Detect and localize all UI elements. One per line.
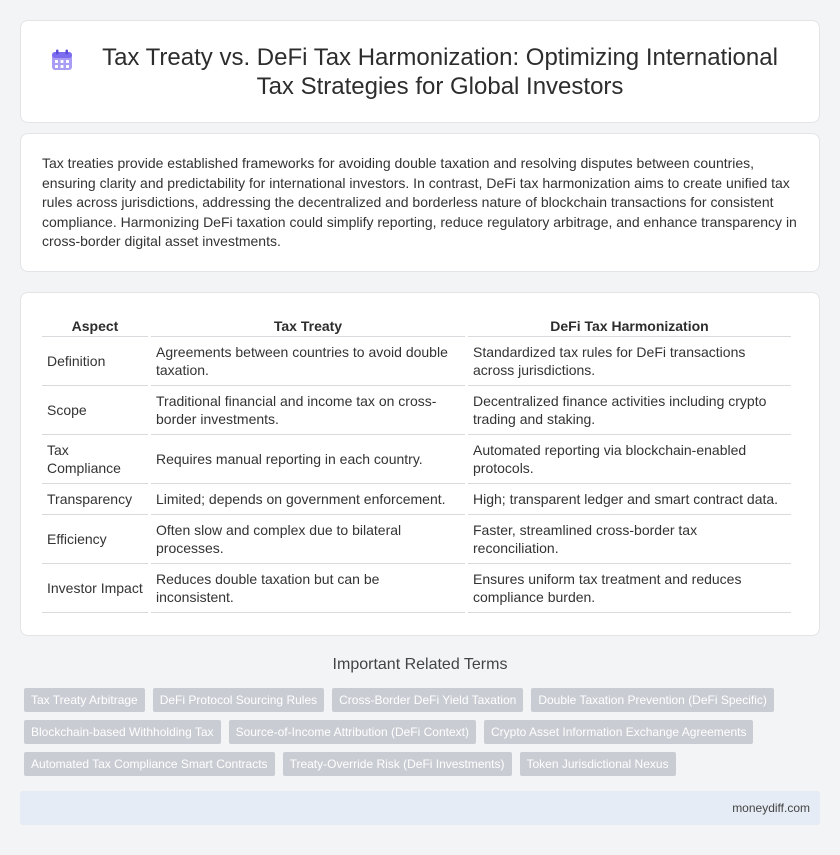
footer-brand[interactable]: moneydiff.com — [732, 801, 810, 815]
table-row — [42, 337, 791, 386]
tag-row — [24, 752, 824, 776]
table-row — [42, 515, 791, 564]
term-tag[interactable]: Tax Treaty Arbitrage — [24, 688, 145, 712]
intro-paragraph: Tax treaties provide established frameworks for avoiding double taxation and resolving disputes between countries, ensuring clarity and predictability for international investors. In contrast, DeFi tax harmonization aims to create unified tax rules across jurisdictions, addressing the decentralized and borderless nature of blockchain transactions for consistent compliance. Harmonizing DeFi taxation could simplify reporting, reduce regulatory arbitrage, and enhance transparency in cross-border digital asset investments. — [42, 155, 797, 249]
header-defi-harmonization: DeFi Tax Harmonization — [468, 311, 791, 337]
row-aspect: Tax Compliance — [42, 435, 148, 484]
header-aspect: Aspect — [42, 311, 148, 337]
term-tag[interactable]: DeFi Protocol Sourcing Rules — [153, 688, 324, 712]
table-row — [42, 564, 791, 613]
tag-row — [24, 720, 824, 744]
row-defi: Standardized tax rules for DeFi transactions across jurisdictions. — [468, 337, 791, 386]
comparison-table — [39, 311, 794, 613]
term-tag[interactable]: Treaty-Override Risk (DeFi Investments) — [283, 752, 512, 776]
row-defi: Decentralized finance activities including crypto trading and staking. — [468, 386, 791, 435]
row-aspect: Scope — [42, 386, 148, 435]
row-defi: Automated reporting via blockchain-enabled protocols. — [468, 435, 791, 484]
footer — [20, 791, 820, 825]
related-terms-tags — [24, 688, 824, 784]
term-tag[interactable]: Automated Tax Compliance Smart Contracts — [24, 752, 275, 776]
term-tag[interactable]: Token Jurisdictional Nexus — [520, 752, 676, 776]
calendar-icon — [50, 48, 74, 72]
page-title: Tax Treaty vs. DeFi Tax Harmonization: Optimizing International Tax Strategies for Global Investors — [102, 43, 778, 100]
term-tag[interactable]: Source-of-Income Attribution (DeFi Context) — [229, 720, 476, 744]
comparison-table-card — [20, 292, 820, 636]
intro-card — [20, 133, 820, 272]
table-row — [42, 435, 791, 484]
row-tax-treaty: Traditional financial and income tax on cross-border investments. — [151, 386, 465, 435]
row-aspect: Efficiency — [42, 515, 148, 564]
row-tax-treaty: Requires manual reporting in each country. — [151, 435, 465, 484]
row-aspect: Definition — [42, 337, 148, 386]
row-defi: Faster, streamlined cross-border tax reconciliation. — [468, 515, 791, 564]
related-terms-heading: Important Related Terms — [332, 656, 508, 673]
term-tag[interactable]: Cross-Border DeFi Yield Taxation — [332, 688, 523, 712]
row-defi: High; transparent ledger and smart contract data. — [468, 484, 791, 515]
row-tax-treaty: Agreements between countries to avoid double taxation. — [151, 337, 465, 386]
title-wrap — [40, 43, 800, 101]
row-defi: Ensures uniform tax treatment and reduces compliance burden. — [468, 564, 791, 613]
row-tax-treaty: Reduces double taxation but can be inconsistent. — [151, 564, 465, 613]
term-tag[interactable]: Blockchain-based Withholding Tax — [24, 720, 221, 744]
table-row — [42, 484, 791, 515]
row-tax-treaty: Limited; depends on government enforcement. — [151, 484, 465, 515]
title-card — [20, 20, 820, 123]
header-tax-treaty: Tax Treaty — [151, 311, 465, 337]
tag-row — [24, 688, 824, 712]
term-tag[interactable]: Double Taxation Prevention (DeFi Specific) — [531, 688, 774, 712]
term-tag[interactable]: Crypto Asset Information Exchange Agreements — [484, 720, 753, 744]
table-row — [42, 386, 791, 435]
row-aspect: Transparency — [42, 484, 148, 515]
table-header-row — [42, 311, 791, 337]
row-aspect: Investor Impact — [42, 564, 148, 613]
row-tax-treaty: Often slow and complex due to bilateral processes. — [151, 515, 465, 564]
